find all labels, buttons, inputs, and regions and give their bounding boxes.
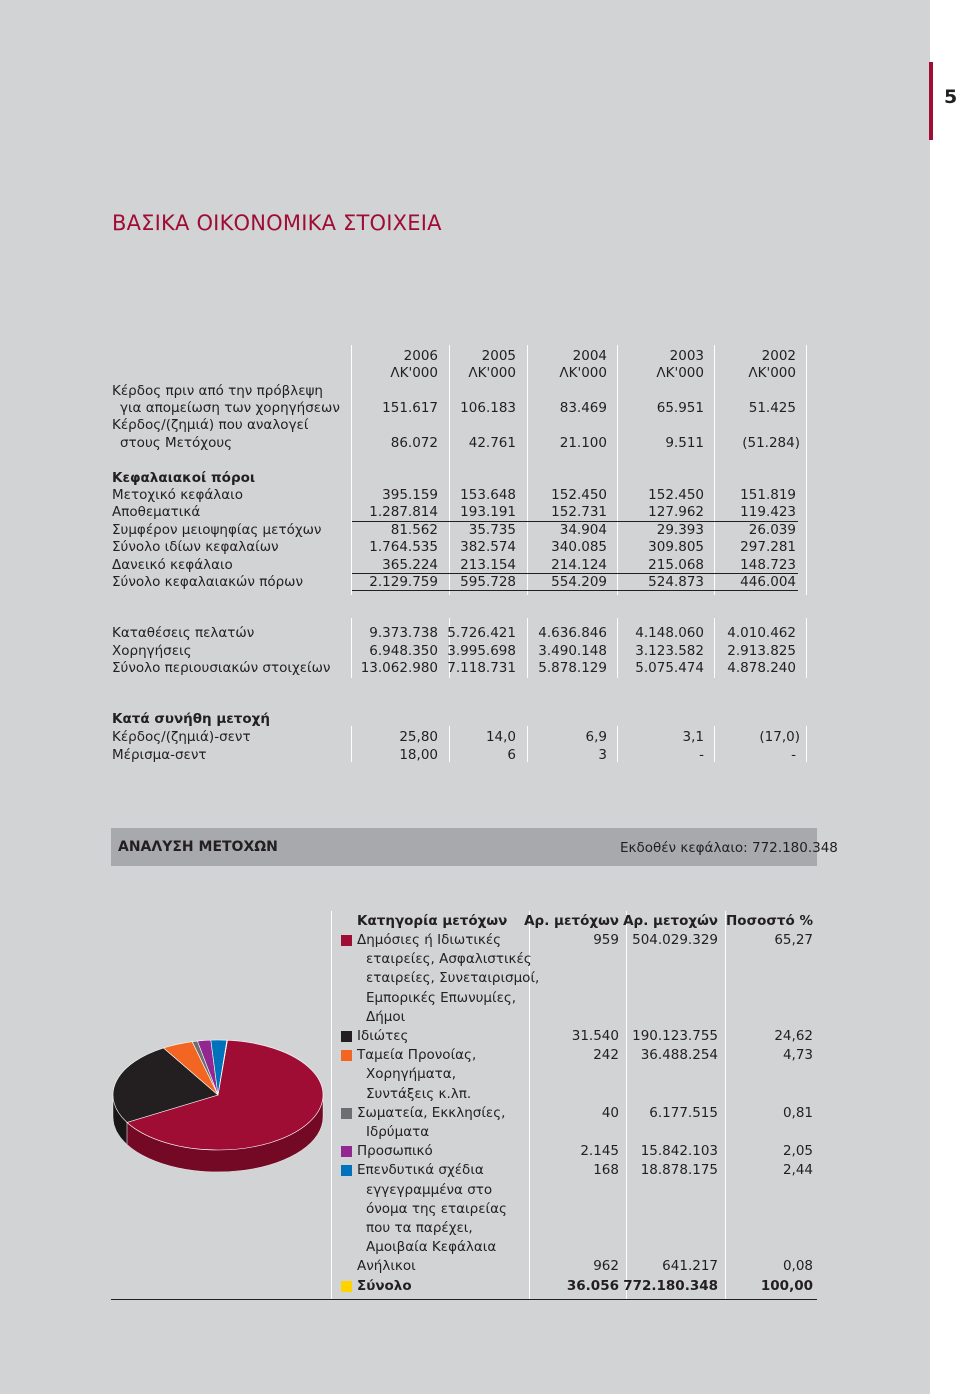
header-shares: Αρ. μετοχών: [623, 913, 718, 929]
category-label: Προσωπικό: [357, 1143, 433, 1160]
per-share-row-value: 3,1: [682, 729, 704, 745]
percent-value: 0,08: [782, 1258, 813, 1275]
assets-row-value: 9.373.738: [369, 625, 438, 641]
table-bottom-rule: [111, 1299, 817, 1300]
pie-top: [113, 1040, 323, 1150]
category-label: Δήμοι: [366, 1008, 406, 1025]
capital-row-value: 1.764.535: [369, 539, 438, 556]
column-separator: [725, 911, 726, 1299]
capital-row-value: 340.085: [551, 539, 607, 556]
capital-row-value: 446.004: [740, 574, 796, 590]
category-label: Επενδυτικά σχέδια: [357, 1162, 484, 1179]
per-share-row-value: 3: [598, 746, 607, 763]
legend-swatch: [341, 1146, 352, 1157]
capital-row-value: 151.819: [740, 487, 796, 503]
category-label: που τα παρέχει,: [366, 1220, 473, 1236]
percent-value: 0,81: [782, 1104, 813, 1121]
shareholder-analysis-title: ΑΝΑΛΥΣΗ ΜΕΤΟΧΩΝ: [118, 839, 278, 855]
capital-row-value: 119.423: [740, 504, 796, 521]
category-label: εγγεγραμμένα στο: [366, 1181, 493, 1198]
unit-header: ΛΚ'000: [468, 365, 516, 381]
unit-header: ΛΚ'000: [748, 365, 796, 381]
header-holders: Αρ. μετόχων: [524, 913, 619, 929]
percent-value: 4,73: [782, 1047, 813, 1064]
category-label: εταιρείες, Ασφαλιστικές: [366, 951, 532, 968]
profit-label: Κέρδος πριν από την πρόβλεψη: [112, 383, 323, 399]
profit-shareholders-value: 42.761: [468, 435, 516, 451]
capital-row-value: 365.224: [382, 556, 438, 573]
capital-row-value: 35.735: [468, 521, 516, 538]
capital-row-value: 152.731: [551, 504, 607, 521]
legend-swatch-total: [341, 1281, 352, 1292]
category-label: εταιρείες, Συνεταιρισμοί,: [366, 970, 540, 987]
total-shares: 772.180.348: [623, 1277, 718, 1294]
capital-row-value: 148.723: [740, 556, 796, 573]
per-share-row-label: Μέρισμα-σεντ: [112, 746, 207, 763]
category-label: Σωματεία, Εκκλησίες,: [357, 1104, 506, 1121]
capital-row-value: 214.124: [551, 556, 607, 573]
per-share-heading: Κατά συνήθη μετοχή: [112, 711, 271, 727]
assets-row-value: 13.062.980: [360, 660, 438, 676]
column-separator: [351, 618, 352, 678]
per-share-row-value: 18,00: [399, 746, 438, 763]
profit-value: 65.951: [656, 400, 704, 416]
capital-row-value: 524.873: [648, 574, 704, 590]
column-separator: [527, 618, 528, 678]
profit-shareholders-label: στους Μετόχους: [120, 435, 233, 451]
profit-value: 106.183: [460, 400, 516, 416]
shareholders-pie-chart: [108, 1030, 328, 1190]
per-share-row-value: 6: [507, 746, 516, 763]
profit-shareholders-value: 86.072: [390, 435, 438, 451]
column-separator: [626, 911, 627, 1299]
capital-row-value: 2.129.759: [369, 574, 438, 590]
unit-header: ΛΚ'000: [559, 365, 607, 381]
category-label: Δημόσιες ή Ιδιωτικές: [357, 932, 502, 948]
legend-swatch: [341, 1108, 352, 1119]
shares-value: 190.123.755: [632, 1028, 718, 1044]
per-share-row-value: (17,0): [759, 729, 800, 745]
rule-line: [352, 590, 798, 591]
column-separator: [449, 345, 450, 595]
holders-value: 242: [593, 1047, 619, 1064]
header-percent: Ποσοστό %: [726, 913, 813, 929]
capital-row-value: 153.648: [460, 487, 516, 503]
capital-row-value: 554.209: [551, 574, 607, 590]
capital-row-value: 309.805: [648, 539, 704, 556]
assets-row-value: 4.878.240: [727, 660, 796, 676]
capital-row-value: 595.728: [460, 574, 516, 590]
per-share-row-label: Κέρδος/(ζημιά)-σεντ: [112, 729, 251, 745]
capital-row-value: 382.574: [460, 539, 516, 556]
percent-value: 2,44: [782, 1162, 813, 1179]
percent-value: 65,27: [774, 932, 813, 948]
legend-swatch: [341, 1165, 352, 1176]
holders-value: 31.540: [571, 1028, 619, 1044]
legend-swatch: [341, 1050, 352, 1061]
year-header-2006: 2006: [403, 348, 438, 364]
assets-row-value: 5.878.129: [538, 660, 607, 676]
assets-row-value: 7.118.731: [447, 660, 516, 676]
capital-row-label: Σύνολο κεφαλαιακών πόρων: [112, 574, 303, 590]
page-edge: [930, 0, 960, 1394]
year-header-2004: 2004: [572, 348, 607, 364]
column-separator: [714, 345, 715, 595]
total-holders: 36.056: [566, 1277, 619, 1294]
capital-row-value: 81.562: [390, 521, 438, 538]
assets-row-value: 5.075.474: [635, 660, 704, 676]
assets-row-value: 4.010.462: [727, 625, 796, 641]
capital-row-label: Μετοχικό κεφάλαιο: [112, 487, 243, 503]
percent-value: 24,62: [774, 1028, 813, 1044]
assets-row-label: Σύνολο περιουσιακών στοιχείων: [112, 660, 331, 676]
column-separator: [714, 618, 715, 678]
assets-row-value: 5.726.421: [447, 625, 516, 641]
column-separator: [527, 726, 528, 762]
holders-value: 959: [593, 932, 619, 948]
column-separator: [806, 726, 807, 762]
category-label: όνομα της εταιρείας: [366, 1200, 507, 1217]
column-separator: [527, 345, 528, 595]
holders-value: 962: [593, 1258, 619, 1275]
per-share-row-value: -: [791, 746, 796, 763]
shares-value: 15.842.103: [640, 1143, 718, 1160]
legend-swatch: [341, 1031, 352, 1042]
column-separator: [351, 726, 352, 762]
profit-value: 51.425: [748, 400, 796, 416]
capital-row-value: 152.450: [648, 487, 704, 503]
page-number-bar: [929, 62, 933, 140]
capital-row-value: 127.962: [648, 504, 704, 521]
category-label: Ανήλικοι: [357, 1258, 416, 1275]
capital-row-value: 1.287.814: [369, 504, 438, 521]
capital-row-value: 152.450: [551, 487, 607, 503]
per-share-row-value: 6,9: [585, 729, 607, 745]
shares-value: 504.029.329: [632, 932, 718, 948]
column-separator: [449, 726, 450, 762]
shares-value: 36.488.254: [640, 1047, 718, 1064]
capital-row-value: 29.393: [656, 521, 704, 538]
page-title: ΒΑΣΙΚΑ ΟΙΚΟΝΟΜΙΚΑ ΣΤΟΙΧΕΙΑ: [112, 211, 442, 235]
category-label: Αμοιβαία Κεφάλαια: [366, 1239, 497, 1256]
assets-row-value: 3.490.148: [538, 642, 607, 659]
capital-row-label: Σύνολο ιδίων κεφαλαίων: [112, 539, 279, 556]
capital-row-value: 213.154: [460, 556, 516, 573]
capital-heading: Κεφαλαιακοί πόροι: [112, 470, 256, 486]
header-category: Κατηγορία μετόχων: [357, 913, 508, 929]
column-separator: [617, 345, 618, 595]
profit-shareholders-label: Κέρδος/(ζημιά) που αναλογεί: [112, 417, 309, 433]
holders-value: 168: [593, 1162, 619, 1179]
assets-row-value: 3.995.698: [447, 642, 516, 659]
per-share-row-value: 25,80: [399, 729, 438, 745]
year-header-2003: 2003: [669, 348, 704, 364]
category-label: Ταμεία Προνοίας,: [357, 1047, 477, 1064]
category-label: Εμπορικές Επωνυμίες,: [366, 989, 517, 1006]
column-separator: [529, 911, 530, 1299]
capital-row-value: 193.191: [460, 504, 516, 521]
holders-value: 2.145: [580, 1143, 619, 1160]
issued-capital: Εκδοθέν κεφάλαιο: 772.180.348: [620, 840, 838, 856]
unit-header: ΛΚ'000: [390, 365, 438, 381]
column-separator: [806, 618, 807, 678]
assets-row-label: Χορηγήσεις: [112, 642, 192, 659]
unit-header: ΛΚ'000: [656, 365, 704, 381]
rule-line: [352, 521, 798, 522]
shares-value: 641.217: [662, 1258, 718, 1275]
column-separator: [617, 726, 618, 762]
profit-value: 151.617: [382, 400, 438, 416]
assets-row-value: 6.948.350: [369, 642, 438, 659]
capital-row-label: Δανεικό κεφάλαιο: [112, 556, 233, 573]
category-label: Ιδρύματα: [366, 1124, 430, 1140]
total-label: Σύνολο: [357, 1277, 412, 1294]
per-share-row-value: -: [699, 746, 704, 763]
column-separator: [806, 345, 807, 595]
percent-value: 2,05: [782, 1143, 813, 1160]
per-share-row-value: 14,0: [485, 729, 516, 745]
profit-label: για απομείωση των χορηγήσεων: [120, 400, 340, 416]
shares-value: 18.878.175: [640, 1162, 718, 1179]
assets-row-value: 3.123.582: [635, 642, 704, 659]
profit-shareholders-value: (51.284): [742, 435, 800, 451]
profit-shareholders-value: 9.511: [665, 435, 704, 451]
category-label: Χορηγήματα,: [366, 1066, 456, 1083]
rule-line: [352, 573, 798, 574]
capital-row-value: 395.159: [382, 487, 438, 503]
year-header-2002: 2002: [761, 348, 796, 364]
capital-row-value: 297.281: [740, 539, 796, 556]
capital-row-value: 34.904: [559, 521, 607, 538]
holders-value: 40: [601, 1104, 619, 1121]
shares-value: 6.177.515: [649, 1104, 718, 1121]
assets-row-value: 4.636.846: [538, 625, 607, 641]
page-number: 5: [944, 86, 958, 108]
column-separator: [331, 911, 332, 1299]
column-separator: [617, 618, 618, 678]
capital-row-value: 215.068: [648, 556, 704, 573]
category-label: Ιδιώτες: [357, 1028, 409, 1044]
profit-value: 83.469: [559, 400, 607, 416]
total-percent: 100,00: [760, 1277, 813, 1294]
capital-row-label: Συμφέρον μειοψηφίας μετόχων: [112, 521, 322, 538]
column-separator: [714, 726, 715, 762]
profit-shareholders-value: 21.100: [559, 435, 607, 451]
category-label: Συντάξεις κ.λπ.: [366, 1085, 472, 1102]
capital-row-value: 26.039: [748, 521, 796, 538]
column-separator: [351, 345, 352, 595]
assets-row-value: 4.148.060: [635, 625, 704, 641]
assets-row-label: Καταθέσεις πελατών: [112, 625, 255, 641]
assets-row-value: 2.913.825: [727, 642, 796, 659]
capital-row-label: Αποθεματικά: [112, 504, 201, 521]
year-header-2005: 2005: [481, 348, 516, 364]
legend-swatch: [341, 935, 352, 946]
